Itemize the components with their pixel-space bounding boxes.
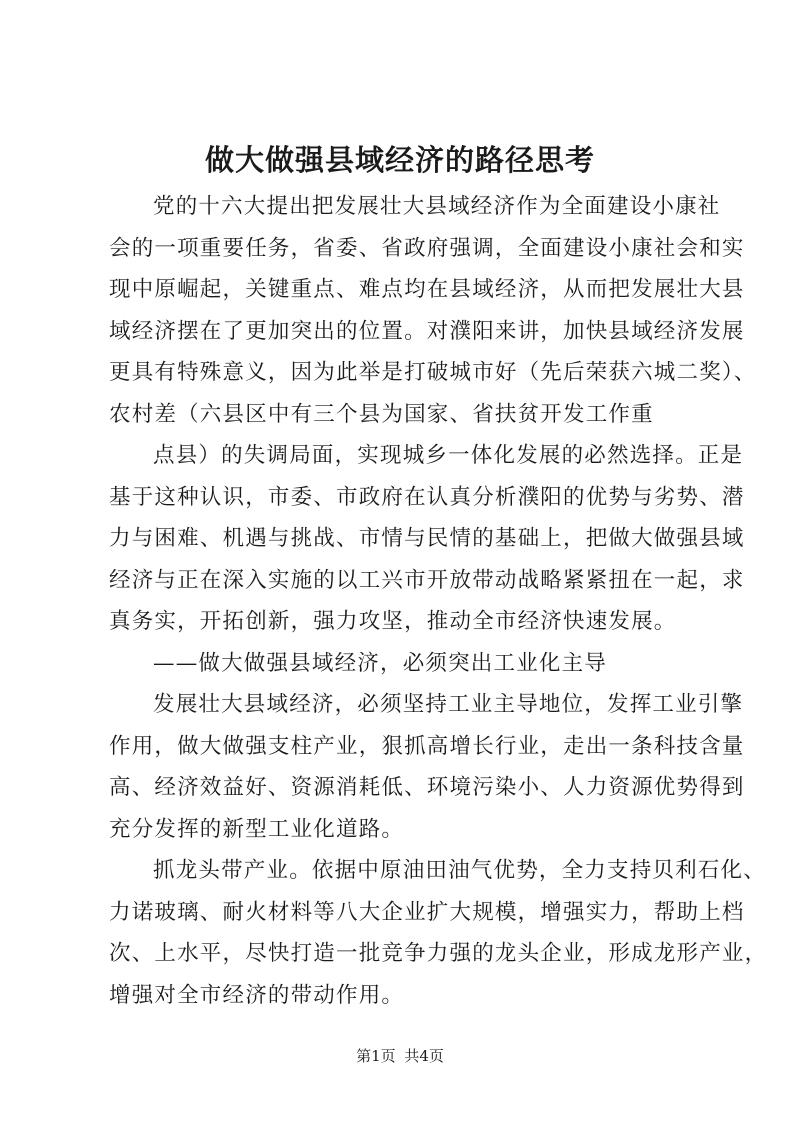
paragraph-line: 发展壮大县域经济，必须坚持工业主导地位，发挥工业引擎 (153, 692, 744, 717)
paragraph-line: 现中原崛起，关键重点、难点均在县域经济，从而把发展壮大县 (109, 277, 745, 302)
document-title: 做大做强县域经济的路径思考 (204, 143, 595, 177)
paragraph-line: 真务实，开拓创新，强力攻坚，推动全市经济快速发展。 (109, 609, 677, 634)
paragraph-line: 基于这种认识，市委、市政府在认真分析濮阳的优势与劣势、潜 (109, 484, 745, 510)
paragraph-line: 充分发挥的新型工业化道路。 (109, 816, 405, 842)
page-footer (0, 1046, 800, 1066)
paragraph-line: 党的十六大提出把发展壮大县域经济作为全面建设小康社 (153, 194, 721, 219)
paragraph-line: 力诺玻璃、耐火材料等八大企业扩大规模，增强实力，帮助上档 (109, 899, 745, 925)
paragraph-line: 更具有特殊意义，因为此举是打破城市好（先后荣获六城二奖）、 (109, 360, 757, 385)
section-heading: ——做大做强县域经济，必须突出工业化主导 (153, 650, 608, 676)
page-total: 共4页 (404, 1047, 444, 1065)
paragraph-line: 农村差（六县区中有三个县为国家、省扶贫开发工作重 (109, 401, 654, 427)
paragraph-line: 抓龙头带产业。依据中原油田油气优势，全力支持贝利石化、 (153, 858, 766, 883)
document-body (109, 186, 768, 1016)
paragraph-line: 高、经济效益好、资源消耗低、环境污染小、人力资源优势得到 (109, 775, 745, 800)
paragraph-line: 作用，做大做强支柱产业，狠抓高增长行业，走出一条科技含量 (109, 733, 745, 759)
paragraph-line: 域经济摆在了更加突出的位置。对濮阳来讲，加快县域经济发展 (109, 318, 745, 344)
paragraph-line: 增强对全市经济的带动作用。 (109, 982, 405, 1008)
paragraph-line: 会的一项重要任务，省委、省政府强调，全面建设小康社会和实 (109, 235, 745, 261)
paragraph-line: 点县）的失调局面，实现城乡一体化发展的必然选择。正是 (153, 443, 744, 468)
page-number: 第1页 (356, 1047, 396, 1065)
paragraph-line: 次、上水平，尽快打造一批竞争力强的龙头企业，形成龙形产业， (109, 941, 768, 966)
paragraph-line: 力与困难、机遇与挑战、市情与民情的基础上，把做大做强县域 (109, 526, 745, 551)
paragraph-line: 经济与正在深入实施的以工兴市开放带动战略紧紧扭在一起，求 (109, 567, 745, 593)
